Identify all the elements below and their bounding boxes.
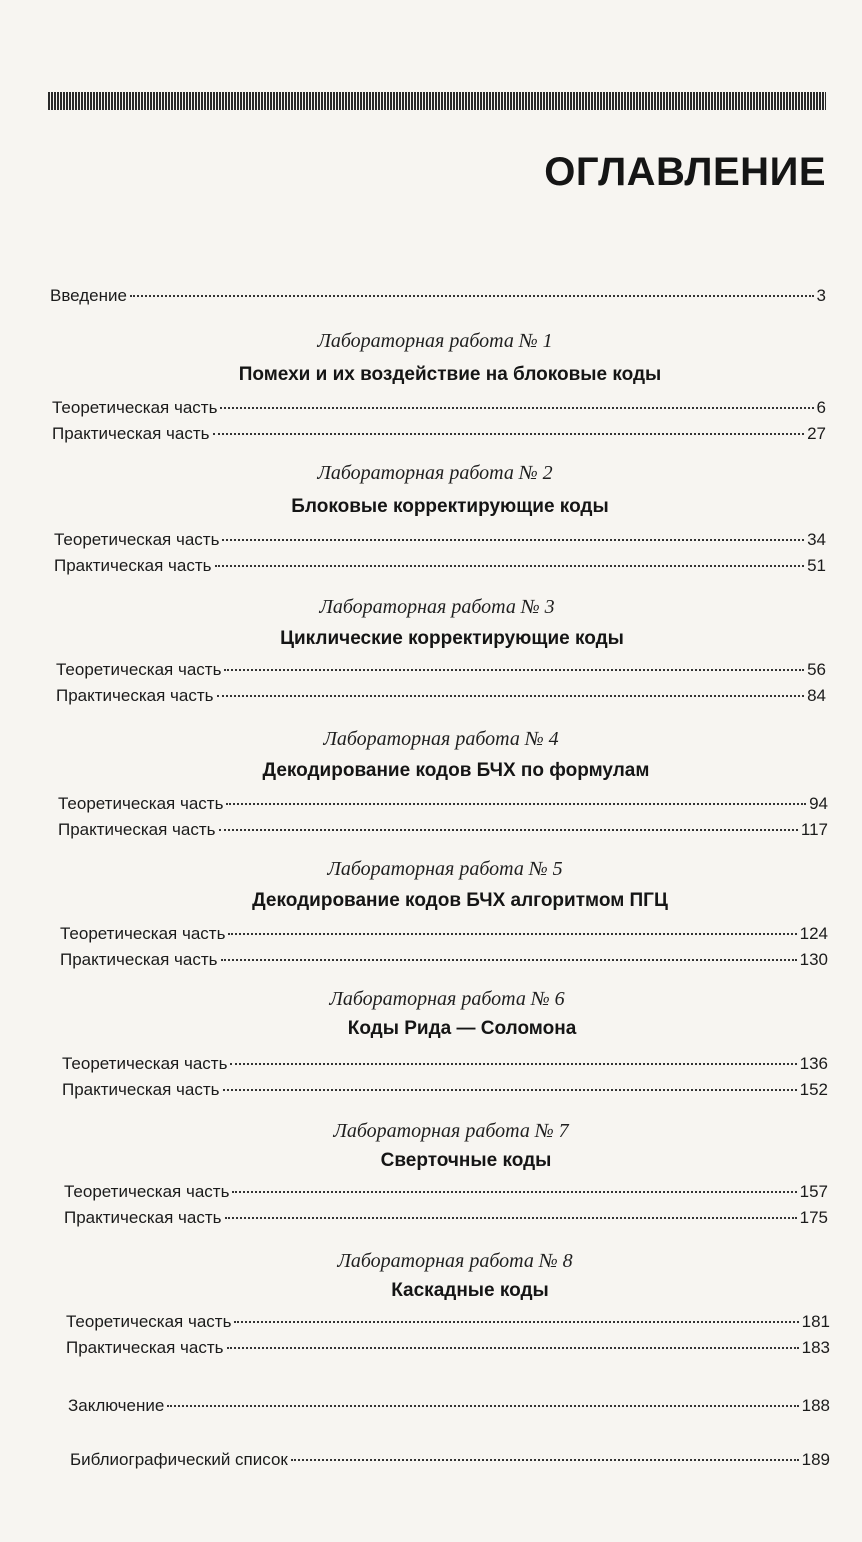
toc-entry-page: 136 bbox=[799, 1054, 828, 1073]
toc-entry-lab-8-practice[interactable] bbox=[66, 1338, 830, 1358]
toc-entry-page: 94 bbox=[809, 794, 828, 813]
toc-entry-page: 56 bbox=[807, 660, 826, 679]
lab-7-subtitle: Сверточные коды bbox=[380, 1150, 552, 1171]
lab-6-subtitle: Коды Рида — Соломона bbox=[347, 1018, 577, 1039]
toc-entry-page: 183 bbox=[801, 1338, 830, 1357]
lab-3-title: Лабораторная работа № 3 bbox=[319, 596, 555, 618]
dot-leader bbox=[230, 1063, 796, 1065]
dot-leader bbox=[291, 1459, 799, 1461]
dot-leader bbox=[130, 295, 814, 297]
lab-5-subtitle: Декодирование кодов БЧХ алгоритмом ПГЦ bbox=[252, 890, 668, 911]
toc-entry-page: 34 bbox=[807, 530, 826, 549]
toc-entry-label: Практическая часть bbox=[58, 820, 216, 839]
toc-entry-page: 84 bbox=[807, 686, 826, 705]
toc-entry-lab-4-theory[interactable] bbox=[58, 794, 828, 814]
lab-6-title: Лабораторная работа № 6 bbox=[329, 988, 565, 1010]
toc-entry-label: Теоретическая часть bbox=[56, 660, 222, 679]
toc-entry-label: Теоретическая часть bbox=[52, 398, 218, 417]
toc-entry-label: Практическая часть bbox=[66, 1338, 224, 1357]
toc-entry-label: Практическая часть bbox=[54, 556, 212, 575]
lab-1-subtitle: Помехи и их воздействие на блоковые коды bbox=[238, 364, 662, 385]
toc-entry-page: 51 bbox=[807, 556, 826, 575]
toc-entry-page: 157 bbox=[799, 1182, 828, 1201]
dot-leader bbox=[215, 565, 805, 567]
page-title: ОГЛАВЛЕНИЕ bbox=[544, 150, 826, 194]
dot-leader bbox=[167, 1405, 798, 1407]
toc-entry-conclusion[interactable] bbox=[68, 1396, 830, 1416]
toc-entry-lab-5-theory[interactable] bbox=[60, 924, 828, 944]
toc-entry-lab-2-practice[interactable] bbox=[54, 556, 826, 576]
dot-leader bbox=[226, 803, 806, 805]
dot-leader bbox=[225, 1217, 797, 1219]
toc-entry-label: Практическая часть bbox=[60, 950, 218, 969]
toc-entry-label: Теоретическая часть bbox=[62, 1054, 228, 1073]
dot-leader bbox=[213, 433, 805, 435]
dot-leader bbox=[234, 1321, 798, 1323]
toc-entry-page: 6 bbox=[816, 398, 826, 417]
lab-5-title: Лабораторная работа № 5 bbox=[327, 858, 563, 880]
toc-entry-lab-8-theory[interactable] bbox=[66, 1312, 830, 1332]
toc-entry-page: 130 bbox=[799, 950, 828, 969]
lab-4-title: Лабораторная работа № 4 bbox=[323, 728, 559, 750]
toc-entry-intro[interactable] bbox=[50, 286, 826, 306]
toc-entry-lab-7-theory[interactable] bbox=[64, 1182, 828, 1202]
toc-entry-lab-3-practice[interactable] bbox=[56, 686, 826, 706]
toc-entry-page: 189 bbox=[801, 1450, 830, 1469]
toc-entry-lab-6-theory[interactable] bbox=[62, 1054, 828, 1074]
toc-entry-label: Библиографический список bbox=[70, 1450, 288, 1469]
dot-leader bbox=[227, 1347, 799, 1349]
toc-entry-page: 124 bbox=[799, 924, 828, 943]
lab-7-title: Лабораторная работа № 7 bbox=[333, 1120, 569, 1142]
toc-entry-lab-3-theory[interactable] bbox=[56, 660, 826, 680]
toc-entry-page: 188 bbox=[801, 1396, 830, 1415]
dot-leader bbox=[222, 539, 804, 541]
toc-entry-lab-4-practice[interactable] bbox=[58, 820, 828, 840]
dot-leader bbox=[221, 959, 797, 961]
toc-entry-lab-5-practice[interactable] bbox=[60, 950, 828, 970]
dot-leader bbox=[223, 1089, 797, 1091]
toc-entry-page: 27 bbox=[807, 424, 826, 443]
toc-entry-label: Теоретическая часть bbox=[54, 530, 220, 549]
toc-entry-label: Практическая часть bbox=[52, 424, 210, 443]
dot-leader bbox=[219, 829, 798, 831]
lab-4-subtitle: Декодирование кодов БЧХ по формулам bbox=[262, 760, 650, 781]
lab-1-title: Лабораторная работа № 1 bbox=[317, 330, 553, 352]
toc-entry-bibliography[interactable] bbox=[70, 1450, 830, 1470]
toc-entry-label: Практическая часть bbox=[64, 1208, 222, 1227]
dot-leader bbox=[217, 695, 805, 697]
toc-entry-page: 152 bbox=[799, 1080, 828, 1099]
toc-entry-label: Введение bbox=[50, 286, 127, 305]
header-rule bbox=[48, 92, 826, 110]
toc-entry-label: Теоретическая часть bbox=[66, 1312, 232, 1331]
dot-leader bbox=[224, 669, 804, 671]
lab-8-subtitle: Каскадные коды bbox=[391, 1280, 549, 1301]
toc-entry-page: 117 bbox=[800, 820, 828, 839]
toc-entry-lab-1-practice[interactable] bbox=[52, 424, 826, 444]
toc-entry-page: 175 bbox=[799, 1208, 828, 1227]
toc-entry-lab-7-practice[interactable] bbox=[64, 1208, 828, 1228]
toc-entry-label: Теоретическая часть bbox=[64, 1182, 230, 1201]
toc-entry-page: 181 bbox=[801, 1312, 830, 1331]
dot-leader bbox=[228, 933, 796, 935]
lab-8-title: Лабораторная работа № 8 bbox=[337, 1250, 573, 1272]
toc-entry-label: Практическая часть bbox=[62, 1080, 220, 1099]
toc-entry-page: 3 bbox=[816, 286, 826, 305]
dot-leader bbox=[220, 407, 813, 409]
lab-2-subtitle: Блоковые корректирующие коды bbox=[291, 496, 609, 517]
toc-entry-label: Заключение bbox=[68, 1396, 165, 1415]
dot-leader bbox=[232, 1191, 796, 1193]
toc-entry-label: Теоретическая часть bbox=[58, 794, 224, 813]
toc-entry-label: Теоретическая часть bbox=[60, 924, 226, 943]
toc-entry-lab-2-theory[interactable] bbox=[54, 530, 826, 550]
toc-entry-lab-1-theory[interactable] bbox=[52, 398, 826, 418]
lab-3-subtitle: Циклические корректирующие коды bbox=[280, 628, 624, 649]
lab-2-title: Лабораторная работа № 2 bbox=[317, 462, 553, 484]
toc-entry-lab-6-practice[interactable] bbox=[62, 1080, 828, 1100]
toc-entry-label: Практическая часть bbox=[56, 686, 214, 705]
